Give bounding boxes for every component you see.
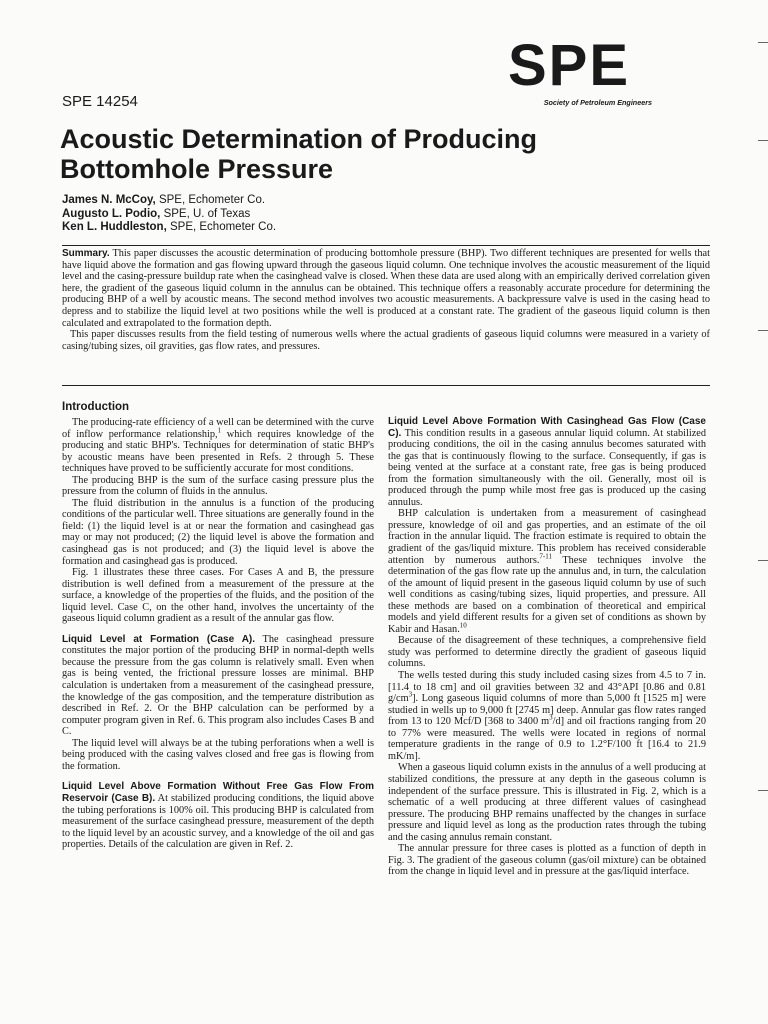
scan-edge-mark xyxy=(758,42,768,43)
case-c-heading: Liquid Level Above Formation With Casinghead Gas Flow (Case C). xyxy=(388,416,706,439)
case-c-paragraph: Liquid Level Above Formation With Casinghead Gas Flow (Case C). This condition results in a gaseous annular liquid column. At stabilized producing conditions, the oil in the casing annulus becomes saturated with the gas that is continuously flowing to the surface. Consequently, if gas is being vented at the surface at a constant rate, free gas is being produced from the formation simultaneously with the oil. Generally, most oil is produced through the pump while most free gas is produced up the casing annulus. xyxy=(388,416,706,508)
case-a-paragraph-2: The liquid level will always be at the tubing perforations when a well is being produced with the casing valves closed and free gas is flowing from the formation. xyxy=(62,737,374,772)
author-name: James N. McCoy, xyxy=(62,194,156,206)
intro-paragraph-3: The fluid distribution in the annulus is a function of the producing conditions of the particular well. Three situations are generally found in the field: (1) the liquid level is at or near the formation and casinghead gas may or may not produced; (2) the liquid level is above the formation and casinghead gas is not produced; and (3) the liquid level is above the formation and casinghead gas is produced. xyxy=(62,497,374,567)
author-2 xyxy=(62,208,276,222)
author-3 xyxy=(62,221,276,235)
summary-top-rule xyxy=(62,245,710,246)
intro-paragraph-1: The producing-rate efficiency of a well can be determined with the curve of inflow performance relationship,$^1$ which requires knowledge of the producing and static BHP's. Techniques for determination of static BHP's by acoustic means have been presented in Refs. 2 through 5. These techniques have proved to be sufficiently accurate for most conditions. xyxy=(62,417,374,475)
reference-superscript: 10 xyxy=(459,621,467,630)
summary-paragraph-2: This paper discusses results from the field testing of numerous wells where the actual gradients of gaseous liquid columns were measured in a variety of casing/tubing sizes, oil gravities, gas flow rates, and pressures. xyxy=(62,329,710,352)
summary-block xyxy=(62,248,710,352)
gaseous-column-paragraph: When a gaseous liquid column exists in the annulus of a well producing at stabilized conditions, the pressure at any depth in the gaseous column is independent of the surface pressure. This is illustrated in Fig. 2, which is a schematic of a well producing at three different values of casinghead pressure. The producing BHP remains unaffected by the changes in surface pressure and liquid level as long as the production rates through the tubing and the casing annulus remain constant. xyxy=(388,762,706,843)
case-b-heading: Liquid Level Above Formation Without Free Gas Flow From Reservoir (Case B). xyxy=(62,781,374,804)
paper-number: SPE 14254 xyxy=(62,93,138,110)
case-b-paragraph: Liquid Level Above Formation Without Free Gas Flow From Reservoir (Case B). At stabilized producing conditions, the liquid above the tubing perforations is 100% oil. This producing BHP is calculated from measurement of the surface casinghead pressure, measurement of the depth to the liquid level by an acoustic survey, and a knowledge of the oil and gas properties. Details of the calculation are given in Ref. 2. xyxy=(62,781,374,851)
title-line-2: Bottomhole Pressure xyxy=(60,154,334,184)
section-heading-introduction: Introduction xyxy=(62,401,130,413)
field-study-paragraph: Because of the disagreement of these techniques, a comprehensive field study was performed to determine directly the gradient of gaseous liquid columns. xyxy=(388,635,706,670)
author-list xyxy=(62,194,276,235)
case-a-paragraph: Liquid Level at Formation (Case A). The casinghead pressure constitutes the major portion of the producing BHP in normal-depth wells because the pressure from the gas column is relatively small. Even when gas is being vented, the frictional pressure losses are minimal. BHP calculation is undertaken from a measurement of the casinghead pressure, the knowledge of the gas composition, and the temperature distribution as described in Ref. 2. Or the BHP calculation can be performed by a computer program given in Ref. 6. This program also includes Cases B and C. xyxy=(62,633,374,738)
author-1 xyxy=(62,194,276,208)
scan-edge-mark xyxy=(758,560,768,561)
annular-pressure-paragraph: The annular pressure for three cases is plotted as a function of depth in Fig. 3. The gradient of the gaseous column (gas/oil mixture) can be obtained from the change in liquid level and in pressure at the gas/liquid interface. xyxy=(388,843,706,878)
title-line-1: Acoustic Determination of Producing xyxy=(60,124,538,154)
case-a-heading: Liquid Level at Formation (Case A). xyxy=(62,633,256,645)
author-affiliation: SPE, U. of Texas xyxy=(160,207,251,220)
author-name: Ken L. Huddleston, xyxy=(62,221,167,233)
reference-superscript: 1 xyxy=(217,426,222,435)
scan-edge-mark xyxy=(758,330,768,331)
author-name: Augusto L. Podio, xyxy=(62,207,161,220)
summary-bottom-rule xyxy=(62,385,710,386)
society-name: Society of Petroleum Engineers xyxy=(543,98,652,107)
wells-tested-paragraph: The wells tested during this study included casing sizes from 4.5 to 7 in. [11.4 to 18 cm] and oil gravities between 32 and 43°API [0.86 and 0.81 $g/cm^3$]. Long gaseous liquid columns of more than 5,000 ft [1525 m] were studied in wells up to 9,000 ft [2745 m] deep. Annular gas flow rates ranged from 13 to 120 Mcf/D [368 to 3400 $m^3/d$] and oil fractions ranging from 20 to 77% were measured. The wells were located in regions of normal temperature gradients in the range of 0.9 to 1.2°F/100 ft [16.4 to 21.9 mK/m]. xyxy=(388,670,706,762)
paper-title xyxy=(60,124,700,184)
intro-paragraph-4: Fig. 1 illustrates these three cases. For Cases A and B, the pressure distribution is well defined from a measurement of the pressure at the surface, a knowledge of the properties of the fluids, and the position of the liquid level. Case C, on the other hand, involves the uncertainty of the gaseous liquid column gradient as a result of the annular gas flow. xyxy=(62,567,374,625)
right-column xyxy=(388,416,706,878)
intro-paragraph-2: The producing BHP is the sum of the surface casing pressure plus the pressure from the column of fluids in the annulus. xyxy=(62,474,374,498)
bhp-calculation-paragraph: BHP calculation is undertaken from a measurement of casinghead pressure, knowledge of oil and gas properties, and an estimate of the oil fraction in the annular liquid. The fraction estimate is required to obtain the gradient of the gas/liquid mixture. This problem has received considerable attention by numerous authors.$^{7-11}$ These techniques involve the determination of the gas flow rate up the annulus and, in turn, the calculation of the amount of liquid present in the gaseous liquid column by use of such well conditions as casing/tubing sizes, liquid properties, and pressure. All these methods are based on a combination of theoretical and empirical models and yield different results for a given set of conditions as shown by Kabir and Hasan.$^{10}$ xyxy=(388,508,706,635)
scan-edge-mark xyxy=(758,790,768,791)
author-affiliation: SPE, Echometer Co. xyxy=(166,221,277,233)
scan-edge-mark xyxy=(758,140,768,141)
left-column xyxy=(62,400,374,851)
reference-superscript: 7-11 xyxy=(539,552,552,561)
author-affiliation: SPE, Echometer Co. xyxy=(155,194,266,206)
summary-paragraph-1: Summary. This paper discusses the acoustic determination of producing bottomhole pressure (BHP). Two different techniques are presented for wells that have liquid above the formation and gas flowing upward through the gaseous liquid column. One technique involves the acoustic measurement of the liquid level and the casing-pressure buildup rate when the casinghead valve is closed. When these data are used along with an empirically derived correlation given here, the gradient of the gaseous liquid column in the annulus can be obtained. This technique offers a reasonably accurate procedure for determining the producing BHP of a well by acoustic means. The second method involves two acoustic measurements. A backpressure valve is used in the casing head to depress and to stabilize the liquid level at two positions while the well is produced at a constant rate. The gradient of the gaseous liquid column is then calculated and extrapolated to the formation depth. xyxy=(62,248,710,329)
spe-logo: SPE xyxy=(508,33,631,98)
summary-label: Summary. xyxy=(62,248,110,259)
